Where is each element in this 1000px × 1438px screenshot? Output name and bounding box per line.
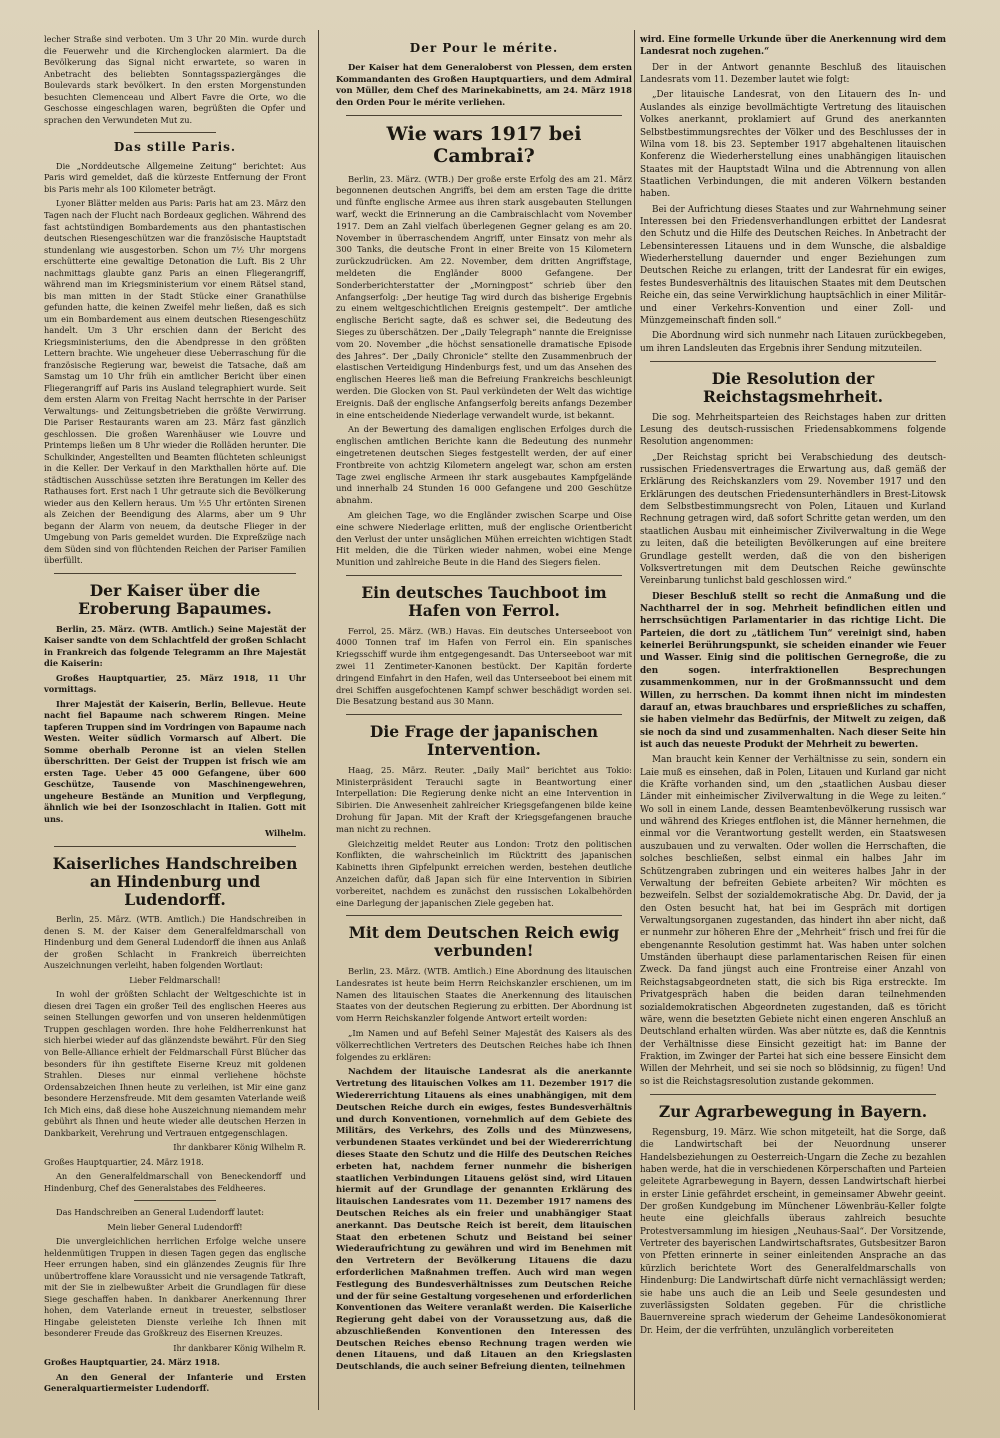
divider <box>346 575 622 576</box>
divider <box>650 1094 936 1095</box>
article-paragraph: Großes Hauptquartier, 25. März 1918, 11 Uhr vormittags. <box>44 672 306 695</box>
headline-cambrai: Wie wars 1917 bei Cambrai? <box>386 122 582 167</box>
article-paragraph: Haag, 25. März. Reuter. „Daily Mail“ berichtet aus Tokio: Ministerpräsident Terauchi sagte in Beantwortung einer Interpellation: Die Regierung denke nicht an eine Intervention in Sibirien. Die Anwesenheit zahlreicher Kriegsgefangenen bilde keine Drohung für Japan. Mit der Kraft der Kriegsgefangenen brauche man nicht zu rechnen. <box>336 764 632 834</box>
article-paragraph: „Im Namen und auf Befehl Seiner Majestät des Kaisers als des völkerrechtlichen Vertreters des Deutschen Reiches habe ich Ihnen folgendes zu erklären: <box>336 1027 632 1062</box>
divider <box>134 1200 216 1201</box>
headline-tauchboot: Ein deutsches Tauchboot im Hafen von Ferrol. <box>361 582 607 620</box>
letter-address: An den General der Infanterie und Ersten Generalquartiermeister Ludendorff. <box>44 1371 306 1394</box>
divider <box>650 361 936 362</box>
article-paragraph: Berlin, 25. März. (WTB. Amtlich.) Die Handschreiben in denen S. M. der Kaiser dem Generalfeldmarschall von Hindenburg und dem General Ludendorff die ihnen aus Anlaß der großen Schlacht in Frankreich überreichten Auszeichnungen verleiht, haben folgenden Wortlaut: <box>44 914 306 971</box>
article-paragraph: An der Bewertung des damaligen englischen Erfolges durch die englischen amtlichen Berichte kann die Bedeutung des nunmehr eingetretenen deutschen Sieges festgestellt werden, der auf einer Frontbreite von achtzig Kilometern angelegt war, schon am ersten Tage zwei englische Armeen ihr stark ausgebautes Kampfgelände und innerhalb 24 Stunden 16 000 Gefangene und 200 Geschütze abnahm. <box>336 424 632 506</box>
article-paragraph: Die Abordnung wird sich nunmehr nach Litauen zurückbegeben, um ihren Landsleuten das Ergebnis ihrer Sendung mitzuteilen. <box>640 331 946 354</box>
article-paragraph: Dieser Beschluß stellt so recht die Anmaßung und die Nachtharrel der in sog. Mehrheit befindlichen eitlen und herrschsüchtigen Parlamentarier in das richtige Licht. Die Parteien, die dort zu „tätlichem Tun“ vereinigt sind, haben keinerlei Berührungspunkt, sie scheiden einander wie Feuer und Wasser. Einig sind die politischen Gernegroße, die zu den sogen. interfraktionellen Besprechungen zusammenkommen, nur in der Großmannssucht und dem Willen, zu herrschen. Da kommt ihnen nicht im mindesten darauf an, etwas brauchbares und ersprießliches zu schaffen, sie haben vielmehr das Bedürfnis, der Mitwelt zu zeigen, daß sie noch da sind und zusammenhalten. Nach dieser Seite hin ist auch das neueste Produkt der Mehrheit zu bewerten. <box>640 591 946 750</box>
article-paragraph: Die sog. Mehrheitsparteien des Reichstages haben zur dritten Lesung des deutsch-russischen Friedensabkommens folgende Resolution angenommen: <box>640 412 946 448</box>
article-paragraph: Man braucht kein Kenner der Verhältnisse zu sein, sondern ein Laie muß es einsehen, daß in Polen, Litauen und Kurland gar nicht die Kräfte vorhanden sind, um den „staatlichen Ausbau dieser Länder mit einheimischer Zivilverwaltung in die Wege zu leiten.“ Wo soll in einem Lande, dessen Beamtenbevölkerung russisch war und während des Krieges entflohen ist, die Männer hernehmen, die einmal vor die Verantwortung gestellt werden, ein Staatswesen auszubauen und zu verwalten. Oder wollen die Herrschaften, die solches beschließen, selbst einmal ein halbes Jahr im Schützengraben zubringen und ein weiteres halbes Jahr in der Verwaltung der befreiten Gebiete arbeiten? Wir möchten es bezweifeln. Selbst der sozialdemokratische Abg. Dr. David, der ja den Osten besucht hat, hat bei im Gespräch mit dortigen Verwaltungsorganen zugestanden, das hindert ihn aber nicht, daß er nunmehr zur höheren Ehre der „Mehrheit“ frisch und frei für die ebengenannte Resolution gestimmt hat. Was haben unter solchen Umständen überhaupt diese parlamentarischen Reisen für einen Zweck. Da fand jüngst auch eine Frontreise einer Anzahl von Reichstagsabgeordneten statt, die sich bis Riga erstreckte. Im Privatgespräch haben die beiden daran teilnehmenden sozialdemokratischen Abgeordneten zugestanden, daß es töricht wäre, wenn die besetzten Gebiete nicht einen engeren Anschluß an Deutschland erhalten würden. Was aber nützte es, daß die Kenntnis der Verhältnisse diese Einsicht gezeitigt hat: im Banne der Fraktion, im Zwinger der Partei hat sich eine bessere Einsicht dem Willen der Mehrheit, und sei sie noch so blödsinnig, zu fügen! Und so ist die Reichstagsresolution zustande gekommen. <box>640 755 946 1087</box>
article-paragraph: Regensburg, 19. März. Wie schon mitgeteilt, hat die Sorge, daß die Landwirtschaft bei der Neuordnung unserer Handelsbeziehungen zu Oesterreich-Ungarn die Zeche zu bezahlen haben werde, hat die in verschiedenen Körperschaften und Parteien geleitete Agrarbewegung in Bayern, dessen Landwirtschaft hierbei in erster Linie gefährdet erscheint, in gemeinsamer Abwehr geeint. Der großen Kundgebung im Münchener Löwenbräu-Keller folgte heute eine gleichfalls überaus zahlreich besuchte Protestversammlung im hiesigen „Neuhaus-Saal“. Der Vorsitzende, Vertreter des bayerischen Landwirtschaftsrates, Gutsbesitzer Baron von Pfetten erinnerte in seiner einleitenden Ansprache an das kürzlich berichtete Wort des Generalfeldmarschalls von Hindenburg: Die Landwirtschaft dürfe nicht vernachlässigt werden; sie habe uns auch die an Leib und Seele gesundesten und zuverlässigsten Soldaten gegeben. Für die christliche Bauernvereine sprach wiederum der Geheime Landesökonomierat Dr. Heim, der die verfrühten, unzulänglich vorbereiteten <box>640 1127 946 1336</box>
divider <box>346 915 622 916</box>
divider <box>134 132 216 133</box>
article-paragraph: „Der litauische Landesrat, von den Litauern des In- und Auslandes als einzige bevollmächtigte Vertretung des litauischen Volkes anerkannt, proklamiert auf Grund des anerkannten Selbstbestimmungsrechtes der Völker und des Beschlusses der in Wilna vom 18. bis 23. September 1917 abgehaltenen litauischen Konferenz die Wiederherstellung eines unabhängigen litauischen Staates mit der Hauptstadt Wilna und die Abtrennung von allen Staatlichen Verbindungen, die mit anderen Völkern bestanden haben. <box>640 90 946 200</box>
article-paragraph: wird. Eine formelle Urkunde über die Anerkennung wird dem Landesrat noch zugehen.“ <box>640 35 946 58</box>
salutation: Lieber Feldmarschall! <box>129 974 221 985</box>
letter-paragraph: In wohl der größten Schlacht der Weltgeschichte ist in diesen drei Tagen ein großer Teil des englischen Heeres aus seinen Stellungen geworfen und von unseren heldenmütigen Truppen geschlagen worden. Ihre hohe Feldherrenkunst hat sich hierbei wieder auf das glänzendste bewährt. Für den Sieg von Belle-Alliance erhielt der Feldmarschall Fürst Blücher das besonders für ihn gestiftete Eiserne Kreuz mit goldenen Strahlen. Dieses nur einmal verliehene höchste Ordensabzeichen Ihnen heute zu verleihen, ist Mir eine ganz besondere Herzensfreude. Mit dem gesamten Vaterlande weiß Ich Mich eins, daß diese hohe Auszeichnung niemandem mehr gebührt als Ihnen und heute wieder alle deutschen Herzen in Dankbarkeit, Verehrung und Vertrauen entgegenschlagen. <box>44 989 306 1138</box>
divider <box>346 115 622 116</box>
column-3 <box>640 34 946 1340</box>
article-paragraph: Das Handschreiben an General Ludendorff lautet: <box>56 1207 264 1218</box>
article-paragraph: „Der Reichstag spricht bei Verabschiedung des deutsch-russischen Friedensvertrages die Erwartung aus, daß gemäß der Erklärung des Reichskanzlers vom 29. November 1917 und den Erklärungen des deutschen Friedensunterhändlers in Brest-Litowsk dem Selbstbestimmungsrecht von Polen, Litauen und Kurland Rechnung getragen wird, daß sofort Schritte getan werden, um den staatlichen Ausbau mit einheimischer Zivilverwaltung in die Wege zu leiten, daß die beteiligten Bevölkerungen auf eine breitere Grundlage gestellt werden, daß die von den bisherigen Volksvertretungen mit dem Deutschen Reiche gewünschte Vereinbarung tunlichst bald geschlossen wird.“ <box>640 452 946 587</box>
headline-japan: Die Frage der japanischen Intervention. <box>369 722 599 759</box>
article-paragraph: Ferrol, 25. März. (WB.) Havas. Ein deutsches Unterseeboot von 4000 Tonnen traf im Hafen von Ferrol ein. Ein spanisches Kriegsschiff wurde ihm entgegengesandt. Das Unterseeboot war mit zwei 11 Zentimeter-Kanonen bestückt. Der Kapitän forderte dringend Einfahrt in den Hafen, weil das Unterseeboot bei einem mit drei Schiffen ausgefochtenen Kampf schwer beschädigt worden sei. Die Besatzung bestand aus 30 Mann. <box>336 625 632 707</box>
salutation: Mein lieber General Ludendorff! <box>107 1221 243 1232</box>
article-paragraph: Nachdem der litauische Landesrat als die anerkannte Vertretung des litauischen Volkes am 11. Dezember 1917 die Wiedererrichtung Litauens als eines unabhängigen, mit dem Deutschen Reiche durch ein ewiges, festes Bundesverhältnis und durch Konventionen, vornehmlich auf dem Gebiete des Militärs, des Verkehrs, des Zolls und des Münzwesens, verbundenen Staates verkündet und bei der Wiedererrichtung dieses Staate den Schutz und die Hilfe des Deutschen Reiches erbeten hat, nachdem ferner nunmehr die bisherigen staatlichen Verbindungen Litauens gelöst sind, wird Litauen hiermit auf der Grundlage der genannten Erklärung des litauischen Landesrates vom 11. Dezember 1917 namens des Deutschen Reiches als ein freier und unabhängiger Staat anerkannt. Das Deutsche Reich ist bereit, dem litauischen Staat den erbetenen Schutz und Beistand bei seiner Wiederaufrichtung zu gewähren und wird im Benehmen mit den Vertretern der Bevölkerung Litauens die dazu erforderlichen Maßnahmen treffen. Auch wird man wegen Festlegung des Bundesverhältnisses zum Deutschen Reiche und der für seine Gestaltung vorgesehenen und erforderlichen Konventionen das Weitere veranlaßt werden. Die Kaiserliche Regierung geht dabei von der Voraussetzung aus, daß die abzuschließenden Konventionen den Interessen des Deutschen Reiches ebenso Rechnung tragen werden wie denen Litauens, und daß Litauen an den Kriegslasten Deutschlands, die auch seiner Befreiung dienten, teilnehmen <box>336 1066 632 1372</box>
letter-closing: Ihr dankbarer König Wilhelm R. <box>173 1142 306 1153</box>
letter-closing: Ihr dankbarer König Wilhelm R. <box>173 1342 306 1353</box>
headline-paris: Das stille Paris. <box>113 140 237 155</box>
article-paragraph: Gleichzeitig meldet Reuter aus London: Trotz den politischen Konflikten, die wahrscheinlich im Rücktritt des japanischen Kabinetts ihren Gipfelpunkt erreichen werden, bestehen deutliche Anzeichen dafür, daß Japan sich für eine Intervention in Sibirien vorbereitet, nachdem es zunächst den russischen Lokalbehörden eine Darlegung der japanischen Ziele gegeben hat. <box>336 838 632 908</box>
headline-pour-le-merite: Der Pour le mérite. <box>409 41 559 55</box>
headline-handschreiben: Kaiserliches Handschreiben an Hindenburg und Ludendorff. <box>52 853 298 909</box>
letter-location: Großes Hauptquartier, 24. März 1918. <box>44 1156 204 1167</box>
letter-location: Großes Hauptquartier, 24. März 1918. <box>44 1357 220 1368</box>
article-paragraph: Die „Norddeutsche Allgemeine Zeitung“ berichtet: Aus Paris wird gemeldet, daß die kürzeste Entfernung der Front bis Paris mehr als 100 Kilometer beträgt. <box>44 160 306 194</box>
headline-kaiser-bapaume: Der Kaiser über die Eroberung Bapaumes. <box>78 580 272 618</box>
divider <box>346 714 622 715</box>
article-paragraph: Der in der Antwort genannte Beschluß des litauischen Landesrats vom 11. Dezember lautet wie folgt: <box>640 62 946 86</box>
article-paragraph: Der Kaiser hat dem Generaloberst von Plessen, dem ersten Kommandanten des Großen Hauptquartiers, und dem Admiral von Müller, dem Chef des Marinekabinetts, am 24. März 1918 den Orden Pour le mérite verliehen. <box>336 61 632 108</box>
column-2 <box>336 34 632 1376</box>
headline-agrar: Zur Agrarbewegung in Bayern. <box>658 1102 928 1122</box>
divider <box>54 573 296 574</box>
article-paragraph: Am gleichen Tage, wo die Engländer zwischen Scarpe und Oise eine schwere Niederlage erlitten, muß der englische Orientbericht den Verlust der unter unsäglichen Mühen erreichten wichtigen Stadt Hit melden, die die Türken wieder nahmen, wobei eine Menge Munition und zahlreiche Beute in die Hand des Siegers fielen. <box>336 509 632 568</box>
column-rule <box>318 30 319 1410</box>
article-paragraph: Bei der Aufrichtung dieses Staates und zur Wahrnehmung seiner Interessen bei den Friedensverhandlungen erbittet der Landesrat den Schutz und die Hilfe des Deutschen Reiches. In Anbetracht der Lebensinteressen Litauens und in dem Wunsche, die alsbaldige Wiederherstellung dauernder und enger Beziehungen zum Deutschen Reiche zu erlangen, tritt der Landesrat für ein ewiges, festes Bundesverhältnis des litauischen Staates mit dem Deutschen Reiche ein, das seine Verwirklichung hauptsächlich in einer Militär- und einer Verkehrs-Konvention und einer Zoll- und Münzgemeinschaft finden soll.“ <box>640 204 946 326</box>
headline-reich: Mit dem Deutschen Reich ewig verbunden! <box>348 923 620 961</box>
article-paragraph: Lyoner Blätter melden aus Paris: Paris hat am 23. März den Tagen nach der Flucht nach Bordeaux geglichen. Während des fast achtstündigen Bombardements aus den phantastischen deutschen Riesengeschützen war die französische Hauptstadt stundenlang wie ausgestorben. Schon um 7½ Uhr morgens erschütterte eine gewaltige Detonation die Luft. Bis 2 Uhr nachmittags glaubte ganz Paris an einen Fliegerangriff, während man im Kriegsministerium vor einem Rätsel stand, bis man mitten in der Stadt Stücke einer Granathülse gefunden hatte, die keinen Zweifel mehr ließen, daß es sich um ein Bombardement aus einem deutschen Riesengeschütz handelt. Um 3 Uhr erschien dann der Bericht des Kriegsministeriums, den die Abendpresse in den größten Lettern brachte. Wie ungeheuer diese Ueberraschung für die französische Regierung war, beweist die Tatsache, daß am Samstag um 10 Uhr früh ein amtlicher Bericht über einen Fliegerangriff auf Paris ins Ausland telegraphiert wurde. Seit dem ersten Alarm von Freitag Nacht herrschte in der Pariser Verwaltungs- und Zeitungsbetrieben die größte Verwirrung. Die Pariser Restaurants waren am 23. März fast gänzlich geschlossen. Die großen Warenhäuser wie Louvre und Printemps ließen um 8 Uhr wieder die Rolläden herunter. Die Schulkinder, Angestellten und Beamten flüchteten schleunigst in die Keller. Der Verkauf in den Markthallen hörte auf. Die städtischen Ausschüsse setzten ihre Beratungen im Keller des Rathauses fort. Erst nach 1 Uhr getraute sich die Bevölkerung wieder aus den Kellern heraus. Um ½5 Uhr ertönten Sirenen als Zeichen der Beendigung des Alarms, aber um 9 Uhr begann der Alarm von neuem, da deutsche Flieger in der Umgebung von Paris gemeldet wurden. Die Expreßzüge nach dem Süden sind von flüchtenden Reichen der Pariser Familien überfüllt. <box>44 198 306 566</box>
column-1 <box>44 34 306 1398</box>
article-paragraph: Ihrer Majestät der Kaiserin, Berlin, Bellevue. Heute nacht fiel Bapaume nach schwerem Ringen. Meine tapferen Truppen sind im Vordringen von Bapaume nach Westen. Weiter südlich Vormarsch auf Albert. Die Somme oberhalb Peronne ist an vielen Stellen überschritten. Der Geist der Truppen ist frisch wie am ersten Tage. Ueber 45 000 Gefangene, über 600 Geschütze, Tausende von Maschinengewehren, ungeheure Bestände an Munition und Verpflegung, ähnlich wie bei der Isonzoschlacht in Italien. Gott mit uns. <box>44 698 306 824</box>
column-rule <box>634 30 635 1410</box>
headline-resolution: Die Resolution der Reichstagsmehrheit. <box>702 368 884 406</box>
divider <box>54 846 296 847</box>
article-paragraph: Berlin, 23. März. (WTB.) Der große erste Erfolg des am 21. März begonnenen deutschen Angriffs, bei dem am ersten Tage die dritte und fünfte englische Armee aus ihren stark ausgebauten Stellungen warf, weckt die Erinnerung an die Cambraischlacht vom November 1917. Dem an Zahl vielfach überlegenen Gegner gelang es am 20. November in überraschendem Angriff, unter Einsatz von mehr als 300 Tanks, die deutsche Front in einer Breite von 15 Kilometern zurückzudrücken. Am 22. November, dem dritten Angriffstage, meldeten die Engländer 8000 Gefangene. Der Sonderberichterstatter der „Morningpost“ schrieb über den Anfangserfolg: „Der heutige Tag wird durch das bisherige Ergebnis zu einem weltgeschichtlichen Ereignis gestempelt“. Der amtliche englische Bericht sagte, daß es schwer sei, die Bedeutung des Sieges zu überschätzen. Der „Daily Telegraph“ nannte die Ereignisse vom 20. November „die höchst sensationelle dramatische Episode des Jahres“. Der „Daily Chronicle“ stellte den Zusammenbruch der elastischen Verteidigung Hindenburgs fest, und um das Ansehen des englischen Heeres ließ man die Befreiung Frankreichs beschleunigt werden. Die Glocken von St. Paul verkündeten der Welt das wichtige Ereignis. Daß der englische Anfangserfolg bereits anfangs Dezember in eine entscheidende Niederlage verwandelt wurde, ist bekannt. <box>336 173 632 420</box>
article-paragraph: Berlin, 23. März. (WTB. Amtlich.) Eine Abordnung des litauischen Landesrates ist heute beim Herrn Reichskanzler erschienen, um im Namen des litauischen Staates die Anerkennung des litauischen Staates von der deutschen Regierung zu erbitten. Der Abordnung ist vom Herrn Reichskanzler folgende Antwort erteilt worden: <box>336 965 632 1024</box>
signature: Wilhelm. <box>264 828 306 839</box>
article-paragraph: Berlin, 25. März. (WTB. Amtlich.) Seine Majestät der Kaiser sandte von dem Schlachtfeld der großen Schlacht in Frankreich das folgende Telegramm an Ihre Majestät die Kaiserin: <box>44 623 306 669</box>
article-paragraph: lecher Straße sind verboten. Um 3 Uhr 20 Min. wurde durch die Feuerwehr und die Kirchenglocken alarmiert. Da die Bevölkerung das Signal nicht erwartete, so waren in Anbetracht des beliebten Sonntagsspaziergänges die Boulevards stark bevölkert. In den ersten Morgenstunden besuchten Clemenceau und Albert Favre die Orte, wo die Geschosse eingeschlagen waren, begrüßten die Opfer und sprachen den Verwundeten Mut zu. <box>44 34 306 125</box>
letter-paragraph: Die unvergleichlichen herrlichen Erfolge welche unsere heldenmütigen Truppen in diesen Tagen gegen das englische Heer errungen haben, sind ein glänzendes Zeugnis für Ihre unübertroffene klare Voraussicht und nie versagende Tatkraft, mit der Sie in zielbewußter Arbeit die Grundlagen für diese Siege geschaffen haben. In dankbarer Anerkennung Ihrer hohen, dem Vaterlande erneut in treuester, selbstloser Hingabe geleisteten Dienste verleihe Ich Ihnen mit besonderer Freude das Großkreuz des Eisernen Kreuzes. <box>44 1236 306 1339</box>
letter-address: An den Generalfeldmarschall von Beneckendorff und Hindenburg, Chef des Generalstabes des Feldheeres. <box>44 1171 306 1193</box>
